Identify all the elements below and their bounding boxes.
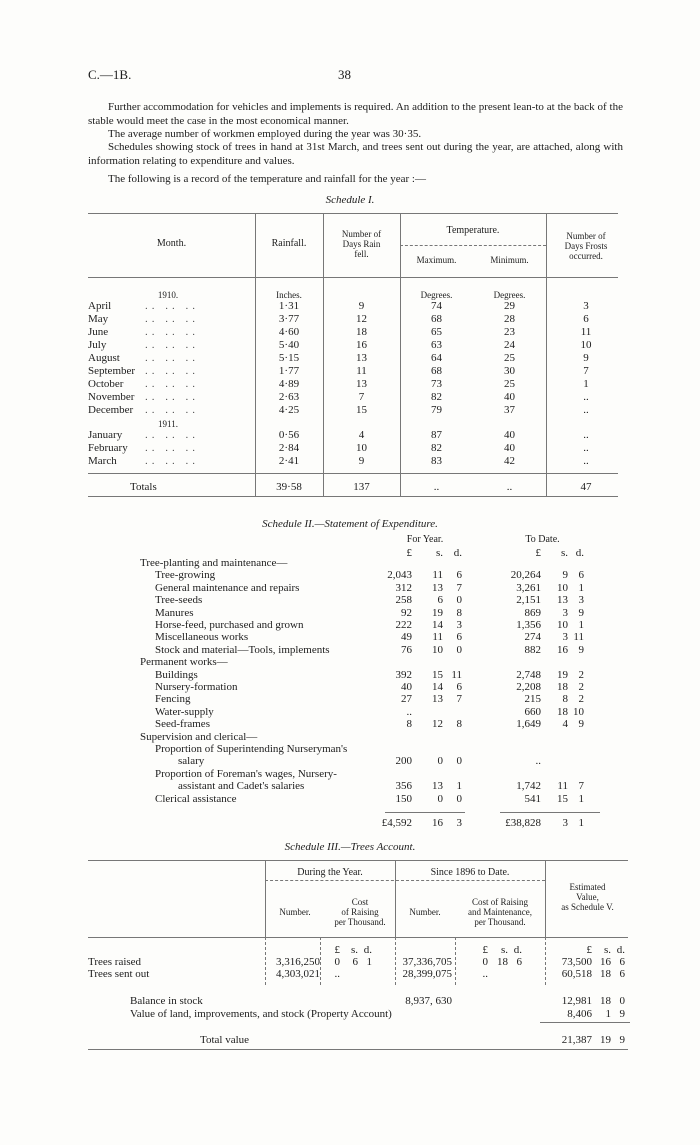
frost-value: .. xyxy=(583,455,589,467)
days-rain-value: 4 xyxy=(358,429,365,441)
rainfall-value: 4·89 xyxy=(278,378,300,390)
total-date-shillings: 3 xyxy=(562,817,568,829)
num-year: 4,303,021 xyxy=(276,968,320,980)
col-number-since: Number. xyxy=(409,907,441,917)
year-amount-pounds: 76 xyxy=(401,643,412,656)
col-temperature: Temperature. xyxy=(446,225,500,236)
month-label: November xyxy=(88,391,135,403)
expenditure-label: Clerical assistance xyxy=(155,792,237,805)
col-cost-year-3: per Thousand. xyxy=(334,917,386,927)
rainfall-value: 3·77 xyxy=(278,313,300,325)
year-amount-shillings: 14 xyxy=(432,681,443,693)
date-amount-pence: 2 xyxy=(578,668,584,681)
lsd-value-shillings: s. xyxy=(603,944,611,956)
year-amount-pounds: 27 xyxy=(401,693,412,706)
rainfall-value: 4·25 xyxy=(278,404,300,416)
year-amount-pence: 0 xyxy=(456,792,462,805)
year-amount-pence: 7 xyxy=(456,693,462,706)
num-since: 28,399,075 xyxy=(402,968,452,980)
date-amount-pence: 2 xyxy=(578,681,584,693)
min-temp-value: 40 xyxy=(504,391,515,403)
days-rain-value: 11 xyxy=(356,365,367,377)
num-since: 37,336,705 xyxy=(402,956,452,968)
date-amount-pence: 2 xyxy=(578,693,584,706)
date-amount-pence: 3 xyxy=(578,594,584,607)
year-amount-pounds: 312 xyxy=(395,581,412,594)
paragraph-workmen: The average number of workmen employed during the year was 30·35. xyxy=(108,128,422,140)
totals-frost: 47 xyxy=(580,481,592,493)
days-rain-value: 16 xyxy=(356,339,367,351)
totals-max: .. xyxy=(433,481,440,493)
trees-row-label: Trees raised xyxy=(88,956,142,968)
days-rain-value: 9 xyxy=(358,455,365,467)
year-1911: 1911. xyxy=(158,419,178,429)
expenditure-label: Horse-feed, purchased and grown xyxy=(155,619,304,631)
lsd-cost-since-pence: d. xyxy=(513,944,522,956)
days-rain-value: 7 xyxy=(358,391,365,403)
date-amount-shillings: 10 xyxy=(557,581,568,594)
value-shillings: 18 xyxy=(600,968,611,980)
expenditure-label: Seed-frames xyxy=(155,718,210,731)
year-amount-shillings: 10 xyxy=(432,643,443,656)
min-temp-value: 24 xyxy=(504,339,515,351)
lsd-year-shillings: s. xyxy=(435,547,443,559)
year-amount-pence: 11 xyxy=(451,668,462,681)
cost-since-shillings: 18 xyxy=(497,956,508,968)
frost-value: .. xyxy=(583,391,589,403)
col-cost-since-1: Cost of Raising xyxy=(471,897,528,907)
total-date-pence: 1 xyxy=(578,817,584,829)
frost-value: 11 xyxy=(580,326,592,338)
date-amount-pence: 9 xyxy=(578,606,584,619)
date-amount-shillings: 18 xyxy=(557,705,568,718)
lsd-year-pence: d. xyxy=(453,547,462,559)
num-year: 3,316,250 xyxy=(276,956,320,968)
year-amount-shillings: 6 xyxy=(437,594,443,607)
days-rain-value: 15 xyxy=(356,404,367,416)
date-amount-pounds: 274 xyxy=(524,631,541,644)
land-value-shillings: 1 xyxy=(605,1008,611,1020)
max-temp-value: 82 xyxy=(431,391,442,403)
land-value-pence: 9 xyxy=(619,1008,625,1020)
col-days-rain-3: fell. xyxy=(354,249,369,259)
year-amount-pence: 8 xyxy=(456,606,462,619)
frost-value: .. xyxy=(583,404,589,416)
col-for-year: For Year. xyxy=(406,534,444,545)
date-amount-pounds: 660 xyxy=(524,705,541,718)
unit-rainfall: Inches. xyxy=(276,290,302,300)
date-amount-shillings: 13 xyxy=(557,594,568,607)
leader-dots: .. .. .. xyxy=(145,455,199,467)
col-to-date: To Date. xyxy=(525,534,560,545)
total-date-pounds: £38,828 xyxy=(505,817,541,829)
rainfall-value: 1·77 xyxy=(278,365,300,377)
date-amount-pounds: 1,742 xyxy=(516,780,541,793)
balance-num: 8,937, 630 xyxy=(405,995,452,1007)
year-amount-shillings: 12 xyxy=(432,718,443,731)
date-amount-shillings: 4 xyxy=(562,718,568,731)
col-frosts-3: occurred. xyxy=(569,251,603,261)
total-year-shillings: 16 xyxy=(432,817,443,829)
col-cost-since-2: and Maintenance, xyxy=(468,907,532,917)
col-frosts-1: Number of xyxy=(566,231,606,241)
leader-dots: .. .. .. xyxy=(145,326,199,338)
date-amount-shillings: 11 xyxy=(557,780,568,793)
year-1910: 1910. xyxy=(157,290,179,300)
total-value-shillings: 19 xyxy=(600,1034,611,1046)
year-amount-pence: 0 xyxy=(456,643,462,656)
frost-value: .. xyxy=(583,429,589,441)
col-since-1896: Since 1896 to Date. xyxy=(430,867,510,878)
leader-dots: .. .. .. xyxy=(145,429,199,441)
value-shillings: 16 xyxy=(600,956,611,968)
date-amount-pounds: 869 xyxy=(524,606,541,619)
month-label: May xyxy=(88,313,109,325)
rainfall-value: 5·15 xyxy=(278,352,300,364)
date-amount-pounds: 2,151 xyxy=(516,594,541,607)
frost-value: 1 xyxy=(583,378,589,390)
leader-dots: .. .. .. xyxy=(145,391,199,403)
min-temp-value: 40 xyxy=(504,442,515,454)
date-amount-shillings: 16 xyxy=(557,643,568,656)
expenditure-label: salary xyxy=(178,755,205,768)
days-rain-value: 13 xyxy=(356,378,367,390)
lsd-cost-since-shillings: s. xyxy=(500,944,508,956)
expenditure-label: Supervision and clerical— xyxy=(140,730,258,743)
leader-dots: .. .. .. xyxy=(145,378,199,390)
total-year-pence: 3 xyxy=(456,817,462,829)
date-amount-pence: 9 xyxy=(578,643,584,656)
year-amount-shillings: 14 xyxy=(432,619,443,631)
col-days-rain-1: Number of xyxy=(341,229,382,239)
rainfall-value: 2·41 xyxy=(278,455,300,467)
month-label: December xyxy=(88,404,134,416)
paragraph-accommodation: Further accommodation for vehicles and implements is required. An addition to the present lean-to at the back of the stable would meet the case in the most economical manner. xyxy=(88,101,623,127)
paragraph-schedules: Schedules showing stock of trees in hand at 31st March, and trees sent out during the year, are attached, along with information relating to expenditure and values. xyxy=(88,141,623,167)
expenditure-label: Buildings xyxy=(155,668,198,681)
expenditure-label: Tree-growing xyxy=(155,569,216,582)
max-temp-value: 64 xyxy=(431,352,442,364)
frost-value: 7 xyxy=(583,365,589,377)
lsd-cost-since-pounds: £ xyxy=(482,944,488,956)
year-amount-pounds: .. xyxy=(406,705,412,718)
days-rain-value: 10 xyxy=(356,442,367,454)
col-cost-year-1: Cost xyxy=(351,897,369,907)
schedule-1-title: Schedule I. xyxy=(325,194,375,206)
date-amount-pounds: 2,208 xyxy=(516,681,541,693)
value-pounds: 73,500 xyxy=(561,956,592,968)
total-value-pence: 9 xyxy=(619,1034,625,1046)
schedule-2-title: Schedule II.—Statement of Expenditure. xyxy=(262,518,438,530)
date-amount-pounds: 20,264 xyxy=(510,569,541,582)
year-amount-pounds: 200 xyxy=(395,755,412,768)
days-rain-value: 9 xyxy=(358,300,365,312)
frost-value: 3 xyxy=(583,300,589,312)
month-label: August xyxy=(88,352,120,364)
lsd-year-pounds: £ xyxy=(406,547,412,559)
cost-year-pence: 1 xyxy=(366,956,372,968)
year-amount-pounds: 40 xyxy=(401,681,412,693)
max-temp-value: 79 xyxy=(431,404,442,416)
date-amount-shillings: 15 xyxy=(557,792,568,805)
frost-value: .. xyxy=(583,442,589,454)
min-temp-value: 30 xyxy=(504,365,515,377)
year-amount-pence: 8 xyxy=(456,718,462,731)
date-amount-pence: 10 xyxy=(573,705,584,718)
leader-dots: .. .. .. xyxy=(145,313,199,325)
year-amount-pence: 7 xyxy=(456,581,462,594)
schedule-3-title: Schedule III.—Trees Account. xyxy=(284,841,416,853)
year-amount-shillings: 19 xyxy=(432,606,443,619)
date-amount-pounds: 1,649 xyxy=(516,718,541,731)
min-temp-value: 28 xyxy=(504,313,515,325)
rainfall-value: 1·31 xyxy=(278,300,300,312)
days-rain-value: 18 xyxy=(356,326,367,338)
year-amount-pence: 6 xyxy=(456,681,462,693)
date-amount-shillings: 3 xyxy=(562,606,568,619)
year-amount-pounds: 356 xyxy=(395,780,412,793)
date-amount-pence: 1 xyxy=(578,581,584,594)
expenditure-label: Proportion of Foreman's wages, Nursery- xyxy=(155,767,337,780)
date-amount-pence: 1 xyxy=(578,619,584,631)
col-cost-since-3: per Thousand. xyxy=(474,917,526,927)
year-amount-pounds: 2,043 xyxy=(387,569,412,582)
date-amount-pounds: 3,261 xyxy=(516,581,541,594)
frost-value: 9 xyxy=(583,352,589,364)
year-amount-pence: 3 xyxy=(456,619,462,631)
lsd-date-pence: d. xyxy=(575,547,584,559)
date-amount-pounds: 541 xyxy=(524,792,541,805)
year-amount-pence: 6 xyxy=(456,631,462,644)
rainfall-value: 2·84 xyxy=(278,442,300,454)
max-temp-value: 68 xyxy=(431,365,442,377)
min-temp-value: 40 xyxy=(504,429,515,441)
max-temp-value: 83 xyxy=(431,455,442,467)
year-amount-pence: 0 xyxy=(456,755,462,768)
month-label: September xyxy=(88,365,136,377)
year-amount-shillings: 13 xyxy=(432,780,443,793)
paragraph-temperature-intro: The following is a record of the temperature and rainfall for the year :— xyxy=(108,173,426,185)
max-temp-value: 68 xyxy=(431,313,442,325)
date-amount-shillings: 18 xyxy=(557,681,568,693)
rainfall-value: 2·63 xyxy=(278,391,300,403)
max-temp-value: 63 xyxy=(431,339,442,351)
total-year-pounds: £4,592 xyxy=(381,817,412,829)
year-amount-shillings: 11 xyxy=(432,569,443,582)
year-amount-pence: 0 xyxy=(456,594,462,607)
lsd-cost-year-shillings: s. xyxy=(350,944,358,956)
month-label: March xyxy=(88,455,117,467)
cost-year-pounds: .. xyxy=(334,968,340,980)
leader-dots: .. .. .. xyxy=(145,300,199,312)
date-amount-shillings: 3 xyxy=(562,631,568,644)
totals-label: Totals xyxy=(130,481,157,493)
month-label: January xyxy=(88,429,123,441)
month-label: April xyxy=(88,300,112,312)
cost-year-pounds: 0 xyxy=(334,956,340,968)
date-amount-pence: 6 xyxy=(578,569,584,582)
date-amount-pence: 7 xyxy=(578,780,584,793)
rainfall-value: 5·40 xyxy=(278,339,300,351)
col-estimated-1: Estimated xyxy=(569,882,606,892)
days-rain-value: 12 xyxy=(356,313,367,325)
year-amount-pence: 1 xyxy=(456,780,462,793)
cost-since-pounds: 0 xyxy=(482,956,488,968)
days-rain-value: 13 xyxy=(356,352,367,364)
date-amount-shillings: 10 xyxy=(557,619,568,631)
date-amount-pounds: .. xyxy=(535,755,541,768)
expenditure-label: Miscellaneous works xyxy=(155,631,249,644)
min-temp-value: 37 xyxy=(504,404,515,416)
value-pence: 6 xyxy=(619,956,625,968)
date-amount-shillings: 19 xyxy=(557,668,568,681)
lsd-cost-year-pounds: £ xyxy=(334,944,340,956)
frost-value: 6 xyxy=(583,313,589,325)
expenditure-label: Manures xyxy=(155,606,194,619)
date-amount-pounds: 215 xyxy=(524,693,541,706)
expenditure-label: Fencing xyxy=(155,693,191,706)
year-amount-shillings: 11 xyxy=(432,631,443,644)
balance-value-shillings: 18 xyxy=(600,995,611,1007)
expenditure-label: Tree-planting and maintenance— xyxy=(140,557,288,569)
totals-min: .. xyxy=(506,481,513,493)
year-amount-shillings: 0 xyxy=(437,792,443,805)
year-amount-pence: 6 xyxy=(456,569,462,582)
unit-max: Degrees. xyxy=(420,290,453,300)
total-value-pounds: 21,387 xyxy=(561,1034,592,1046)
year-amount-pounds: 392 xyxy=(395,668,412,681)
col-days-rain-2: Days Rain xyxy=(342,239,381,249)
max-temp-value: 74 xyxy=(431,300,442,312)
max-temp-value: 87 xyxy=(431,429,442,441)
month-label: October xyxy=(88,378,124,390)
trees-row-label: Trees sent out xyxy=(88,968,150,980)
totals-rainfall: 39·58 xyxy=(276,481,302,493)
total-value-label: Total value xyxy=(200,1034,250,1046)
year-amount-pounds: 150 xyxy=(395,792,412,805)
col-minimum: Minimum. xyxy=(490,255,529,265)
col-number-year: Number. xyxy=(279,907,311,917)
rainfall-value: 4·60 xyxy=(278,326,300,338)
balance-value-pence: 0 xyxy=(619,995,625,1007)
date-amount-shillings: 9 xyxy=(562,569,568,582)
year-amount-shillings: 15 xyxy=(432,668,443,681)
frost-value: 10 xyxy=(580,339,592,351)
date-amount-pounds: 1,356 xyxy=(516,619,541,631)
lsd-value-pence: d. xyxy=(616,944,625,956)
rainfall-value: 0·56 xyxy=(278,429,300,441)
date-amount-pounds: 2,748 xyxy=(516,668,541,681)
expenditure-label: Nursery-formation xyxy=(155,681,238,693)
col-rainfall: Rainfall. xyxy=(271,238,307,249)
leader-dots: .. .. .. xyxy=(145,339,199,351)
date-amount-pence: 11 xyxy=(573,631,584,644)
cost-since-pence: 6 xyxy=(516,956,522,968)
land-value-pounds: 8,406 xyxy=(567,1008,592,1020)
lsd-cost-year-pence: d. xyxy=(363,944,372,956)
balance-value-pounds: 12,981 xyxy=(561,995,592,1007)
year-amount-pounds: 258 xyxy=(395,594,412,607)
col-estimated-3: as Schedule V. xyxy=(561,902,614,912)
min-temp-value: 25 xyxy=(504,352,515,364)
expenditure-label: Permanent works— xyxy=(140,656,228,669)
expenditure-label: General maintenance and repairs xyxy=(155,581,300,594)
date-amount-pence: 1 xyxy=(578,792,584,805)
lsd-value-pounds: £ xyxy=(586,944,592,956)
expenditure-label: Tree-seeds xyxy=(155,594,203,607)
year-amount-shillings: 13 xyxy=(432,581,443,594)
value-pence: 6 xyxy=(619,968,625,980)
col-cost-year-2: of Raising xyxy=(341,907,379,917)
year-amount-pounds: 8 xyxy=(406,718,412,731)
expenditure-label: assistant and Cadet's salaries xyxy=(178,780,305,793)
date-amount-shillings: 8 xyxy=(562,693,568,706)
page-number: 38 xyxy=(338,67,351,82)
page-code: C.—1B. xyxy=(88,67,132,82)
col-maximum: Maximum. xyxy=(416,255,457,265)
balance-label: Balance in stock xyxy=(130,995,203,1007)
expenditure-label: Proportion of Superintending Nurseryman's xyxy=(155,743,348,755)
min-temp-value: 23 xyxy=(504,326,515,338)
col-during-year: During the Year. xyxy=(297,867,363,878)
year-amount-pounds: 92 xyxy=(401,606,412,619)
month-label: June xyxy=(88,326,109,338)
expenditure-label: Water-supply xyxy=(155,705,214,718)
totals-days-rain: 137 xyxy=(353,481,370,493)
date-amount-pounds: 882 xyxy=(524,643,541,656)
col-frosts-2: Days Frosts xyxy=(564,241,608,251)
max-temp-value: 82 xyxy=(431,442,442,454)
lsd-date-pounds: £ xyxy=(535,547,541,559)
land-label: Value of land, improvements, and stock (Property Account) xyxy=(130,1008,392,1020)
cost-since-pounds: .. xyxy=(482,968,488,980)
month-label: February xyxy=(88,442,128,454)
min-temp-value: 42 xyxy=(504,455,515,467)
date-amount-pence: 9 xyxy=(578,718,584,731)
max-temp-value: 65 xyxy=(431,326,442,338)
lsd-date-shillings: s. xyxy=(560,547,568,559)
unit-min: Degrees. xyxy=(493,290,526,300)
year-amount-pounds: 49 xyxy=(401,631,412,644)
col-month: Month. xyxy=(156,238,187,249)
max-temp-value: 73 xyxy=(431,378,442,390)
leader-dots: .. .. .. xyxy=(145,352,199,364)
col-estimated-2: Value, xyxy=(576,892,599,902)
expenditure-label: Stock and material—Tools, implements xyxy=(155,643,330,656)
leader-dots: .. .. .. xyxy=(145,404,199,416)
month-label: July xyxy=(88,339,107,351)
year-amount-shillings: 13 xyxy=(432,693,443,706)
year-amount-shillings: 0 xyxy=(437,755,443,768)
min-temp-value: 29 xyxy=(504,300,515,312)
value-pounds: 60,518 xyxy=(561,968,592,980)
leader-dots: .. .. .. xyxy=(145,442,199,454)
cost-year-shillings: 6 xyxy=(352,956,358,968)
year-amount-pounds: 222 xyxy=(395,619,412,631)
min-temp-value: 25 xyxy=(504,378,515,390)
leader-dots: .. .. .. xyxy=(145,365,199,377)
